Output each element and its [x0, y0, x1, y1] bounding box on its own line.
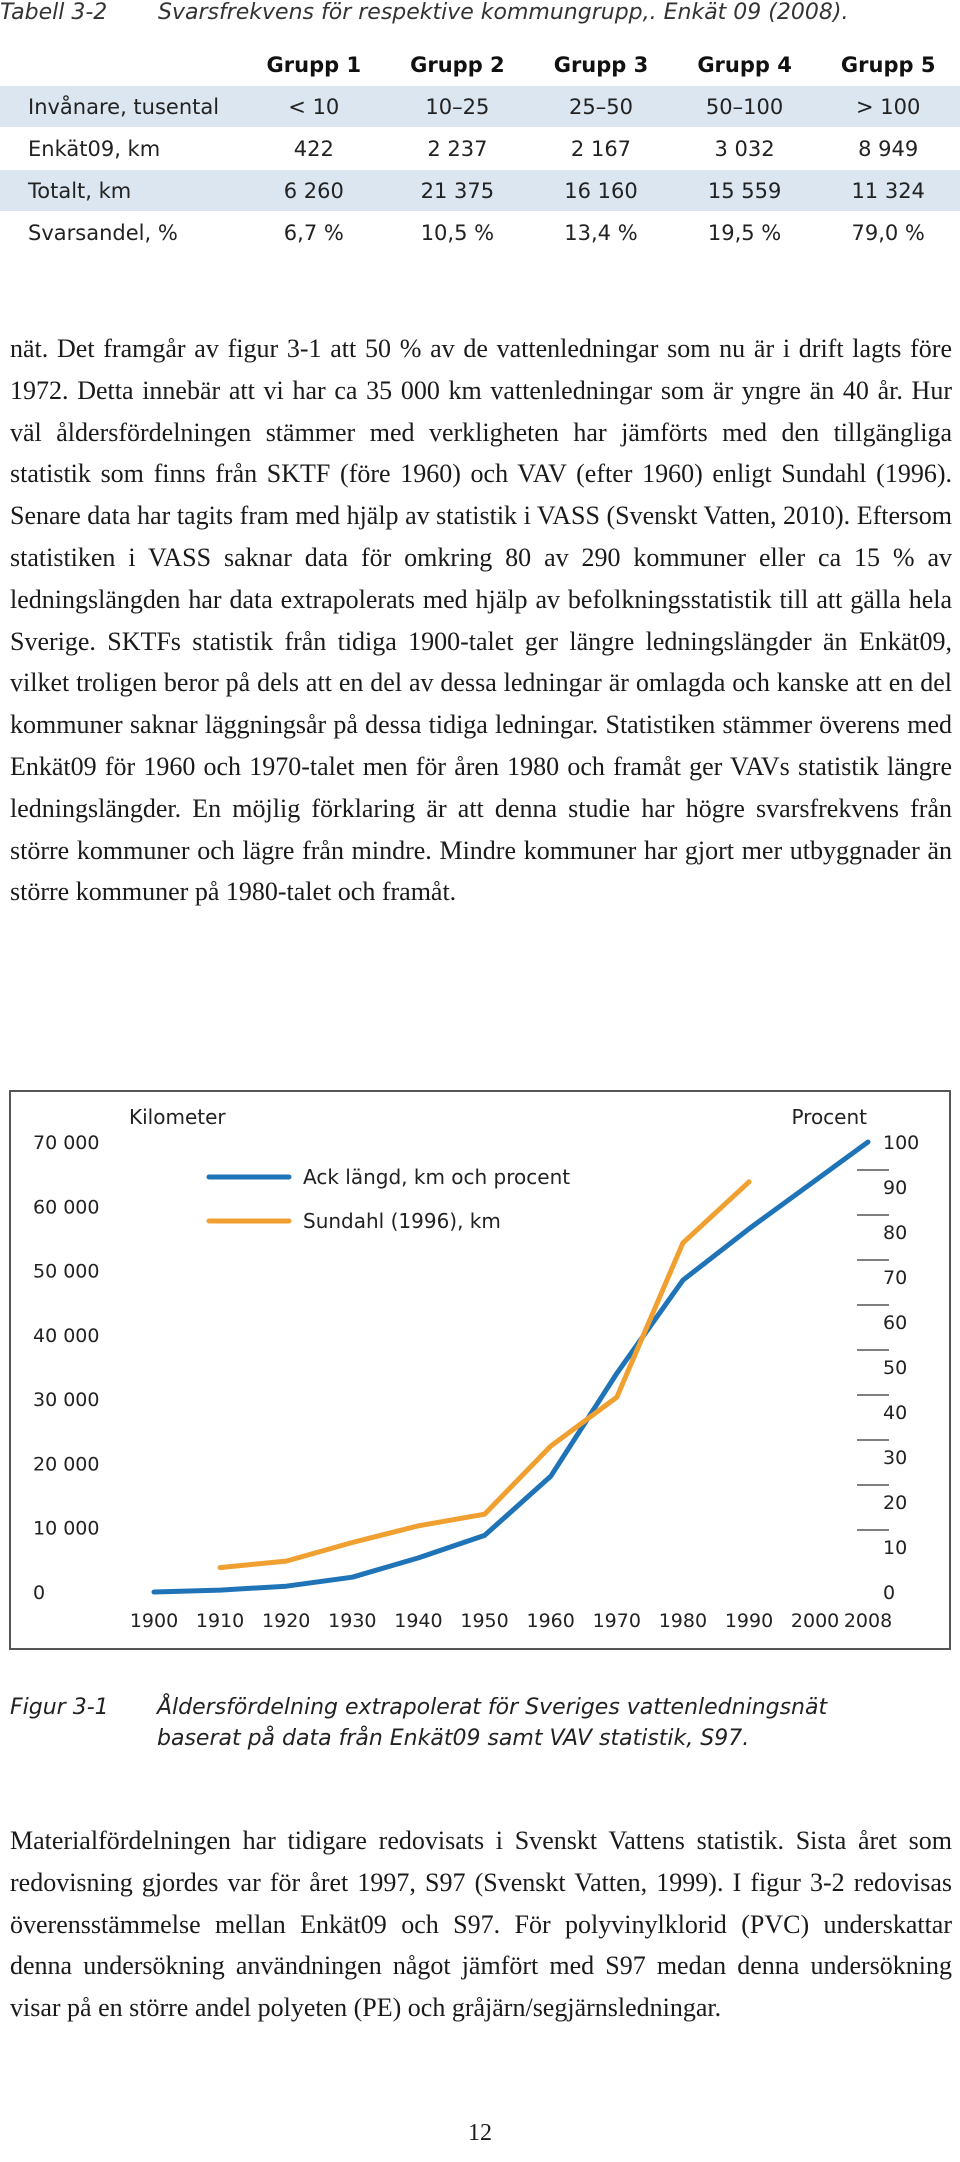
y-tick-label-right: 90	[883, 1177, 908, 1199]
table-cell: 15 559	[673, 170, 817, 212]
y-tick-label-right: 0	[883, 1582, 896, 1604]
x-tick-label: 1950	[460, 1610, 509, 1632]
table-cell: 11 324	[816, 170, 960, 212]
table-cell: 8 949	[816, 128, 960, 170]
table-column-header: Grupp 5	[840, 52, 936, 77]
y-tick-label-left: 10 000	[33, 1517, 100, 1540]
figure-caption-text: Åldersfördelning extrapolerat för Sveriges vattenledningsnät baserat på data från Enkät09 samt VAV statistik, S97.	[157, 1695, 828, 1751]
table-caption-text: Svarsfrekvens för respektive kommungrupp,. Enkät 09 (2008).	[158, 0, 849, 25]
table-cell: 2 167	[529, 128, 673, 170]
y-tick-label-right: 60	[883, 1312, 908, 1334]
x-tick-label: 1980	[658, 1610, 708, 1632]
y-tick-label-left: 70 000	[33, 1132, 100, 1154]
x-tick-label: 1940	[394, 1610, 443, 1632]
y-tick-label-right: 30	[883, 1447, 908, 1469]
table-cell: 422	[242, 128, 386, 170]
table-cell: 6,7 %	[242, 212, 386, 254]
x-tick-label: 1990	[724, 1610, 774, 1632]
table-column-header: Grupp 4	[697, 52, 792, 77]
x-tick-label: 1910	[195, 1610, 245, 1632]
figure-number: Figur 3-1	[10, 1695, 109, 1720]
y-tick-label-right: 100	[883, 1132, 920, 1154]
table-cell: 25–50	[529, 86, 673, 128]
x-tick-label: 1930	[328, 1610, 377, 1632]
table-column-header: Grupp 2	[410, 52, 505, 77]
y-tick-label-left: 20 000	[33, 1453, 100, 1476]
y-tick-label-left: 30 000	[33, 1389, 100, 1412]
x-tick-label: 2000	[790, 1610, 840, 1632]
table-cell: 19,5 %	[673, 212, 817, 254]
table-cell: 21 375	[386, 170, 530, 212]
table-column-header: Grupp 3	[553, 52, 649, 77]
body-paragraph: nät. Det framgår av figur 3-1 att 50 % av de vattenledningar som nu är i drift lagts före 1972. Detta innebär att vi har ca 35 000 km vattenledningar som är yngre än 40 år. Hur väl åldersfördelningen stämmer med verkligheten har jämförts med den tillgängliga statistik som finns från SKTF (före 1960) och VAV (efter 1960) enligt Sundahl (1996). Senare data har tagits fram med hjälp av statistik i VASS (Svenskt Vatten, 2010). Eftersom statistiken i VASS saknar data för omkring 80 av 290 kommuner eller ca 15 % av ledningslängden har data extrapolerats med hjälp av befolkningsstatistik till att gälla hela Sverige. SKTFs statistik från tidiga 1900-talet ger längre ledningslängder än Enkät09, vilket troligen beror på dels att en del av dessa ledningar är omlagda och kanske att en del kommuner saknar läggningsår på dessa tidiga ledningar. Statistiken stämmer överens med Enkät09 för 1960 och 1970-talet men för åren 1980 och framåt ger VAVs statistik längre ledningslängder. En möjlig förklaring är att denna studie har högre svarsfrekvens från större kommuner och lägre från mindre. Mindre kommuner har gjort mer utbyggnader än större kommuner på 1980-talet och framåt.	[10, 334, 952, 907]
response-rate-table	[0, 44, 960, 253]
page-number: 12	[468, 2120, 492, 2146]
x-tick-label: 1900	[129, 1610, 179, 1632]
y-tick-label-right: 40	[883, 1402, 908, 1424]
table-row	[0, 170, 960, 212]
table-cell: 10,5 %	[386, 212, 530, 254]
series-line	[154, 1142, 868, 1592]
x-tick-label: 2008	[843, 1610, 893, 1632]
legend-label: Sundahl (1996), km	[303, 1209, 501, 1233]
table-row-label: Invånare, tusental	[0, 86, 242, 128]
age-distribution-chart	[9, 1090, 951, 1650]
table-cell: 13,4 %	[529, 212, 673, 254]
y-tick-label-left: 40 000	[33, 1324, 100, 1347]
body-paragraph: Materialfördelningen har tidigare redovisats i Svenskt Vattens statistik. Sista året som redovisning gjordes var för året 1997, S97 (Svenskt Vatten, 1999). I figur 3-2 redovisas överensstämmelse mellan Enkät09 och S97. För polyvinylklorid (PVC) underskattar denna undersökning användningen något jämfört med S97 medan denna undersökning visar på en större andel polyeten (PE) och gråjärn/segjärnsledningar.	[10, 1826, 952, 2023]
legend-label: Ack längd, km och procent	[303, 1165, 571, 1189]
table-cell: > 100	[816, 86, 960, 128]
x-tick-label: 1960	[526, 1610, 575, 1632]
y-tick-label-left: 50 000	[33, 1260, 100, 1283]
y-tick-label-right: 20	[883, 1492, 908, 1514]
y-tick-label-right: 70	[883, 1267, 908, 1289]
chart-canvas	[11, 1092, 949, 1648]
table-cell: 50–100	[673, 86, 817, 128]
y-tick-label-right: 10	[883, 1537, 908, 1559]
table-cell: 3 032	[673, 128, 817, 170]
table-caption-number: Tabell 3-2	[0, 0, 108, 25]
table-cell: 6 260	[242, 170, 386, 212]
table-cell: 16 160	[529, 170, 673, 212]
series-line	[220, 1182, 749, 1568]
table-cell: < 10	[242, 86, 386, 128]
x-tick-label: 1970	[592, 1610, 641, 1632]
table-column-header: Grupp 1	[266, 52, 362, 77]
y-tick-label-right: 80	[883, 1222, 908, 1244]
y-axis-title-right: Procent	[791, 1105, 867, 1129]
y-tick-label-right: 50	[883, 1357, 908, 1379]
x-tick-label: 1920	[262, 1610, 311, 1632]
table-cell: 10–25	[386, 86, 530, 128]
table-row	[0, 128, 960, 170]
y-axis-title-left: Kilometer	[129, 1105, 226, 1129]
table-row	[0, 86, 960, 128]
y-tick-label-left: 60 000	[33, 1196, 100, 1219]
table-row-label: Svarsandel, %	[0, 212, 242, 254]
table-header-row	[0, 44, 960, 86]
table-caption	[0, 0, 960, 30]
table-cell: 79,0 %	[816, 212, 960, 254]
table-row-label: Enkät09, km	[0, 128, 242, 170]
table-cell: 2 237	[386, 128, 530, 170]
y-tick-label-left: 0	[33, 1582, 46, 1604]
table-row	[0, 212, 960, 254]
table-corner-cell	[0, 44, 242, 86]
table-row-label: Totalt, km	[0, 170, 242, 212]
